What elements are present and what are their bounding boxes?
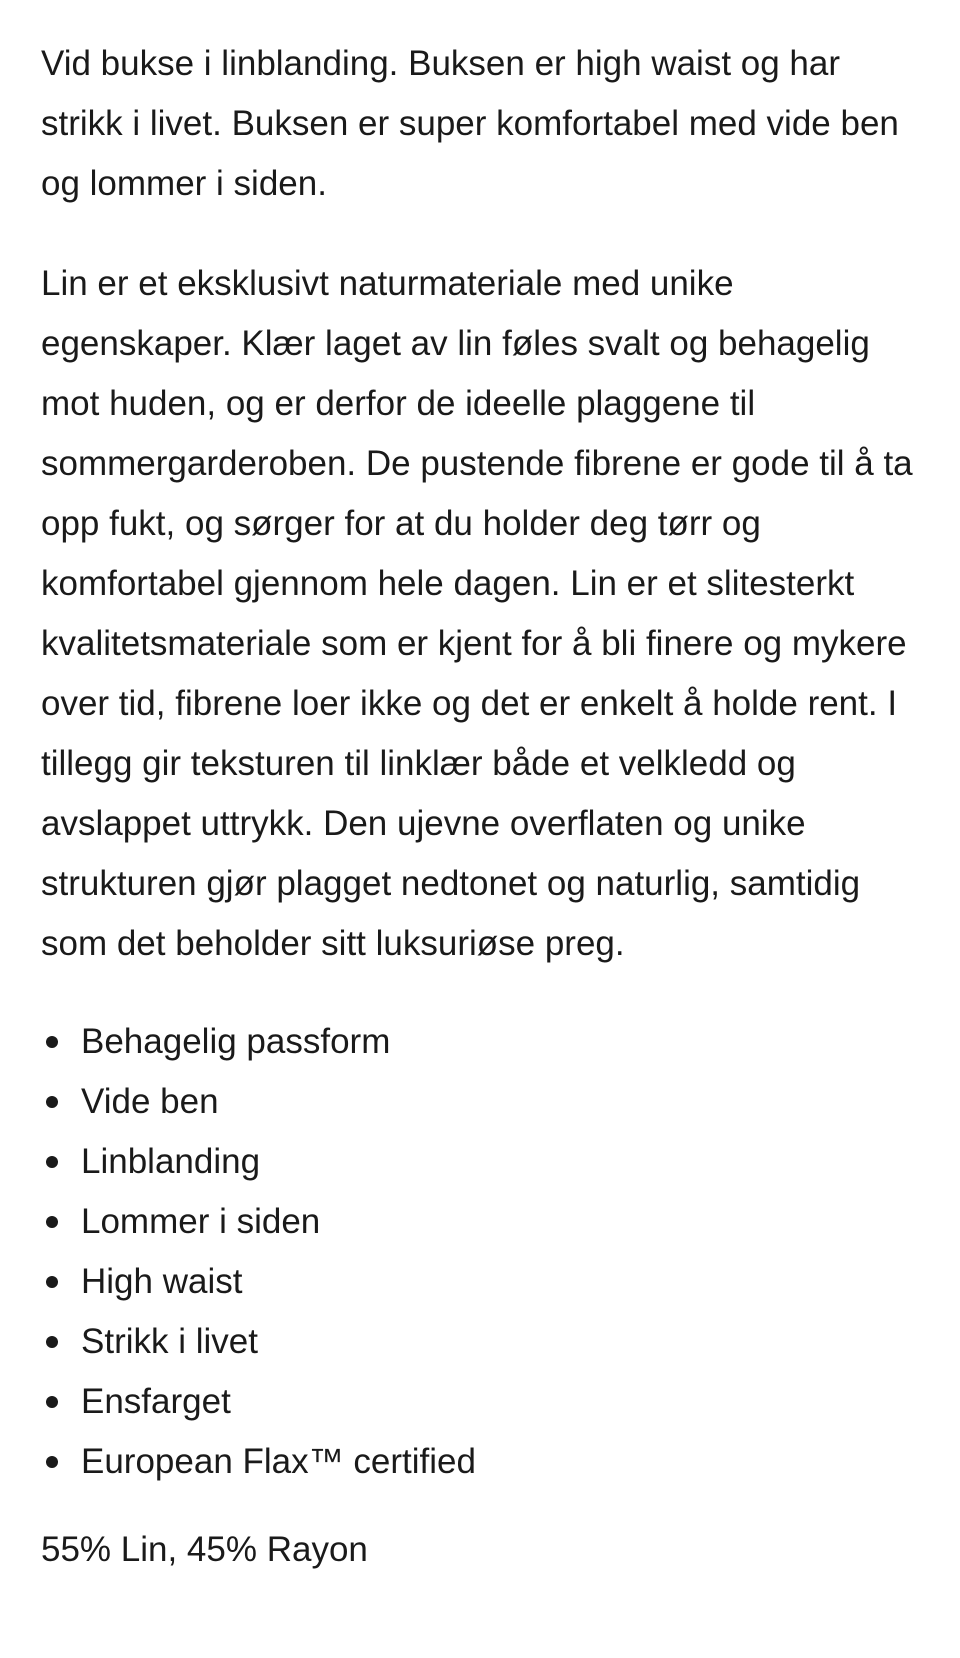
bullet-icon (46, 1216, 58, 1228)
product-description (41, 34, 931, 1580)
list-item (41, 1372, 931, 1432)
bullet-icon (46, 1156, 58, 1168)
bullet-icon (46, 1096, 58, 1108)
bullet-icon (46, 1336, 58, 1348)
list-item (41, 1012, 931, 1072)
description-linen-info: Lin er et eksklusivt naturmateriale med unike egenskaper. Klær laget av lin føles svalt og behagelig mot huden, og er derfor de ideelle plaggene til sommergarderoben. De pustende fibrene er gode til å ta opp fukt, og sørger for at du holder deg tørr og komfortabel gjennom hele dagen. Lin er et slitesterkt kvalitetsmateriale som er kjent for å bli finere og mykere over tid, fibrene loer ikke og det er enkelt å holde rent. I tillegg gir teksturen til linklær både et velkledd og avslappet uttrykk. Den ujevne overflaten og unike strukturen gjør plagget nedtonet og naturlig, samtidig som det beholder sitt luksuriøse preg. (41, 264, 913, 963)
material-composition: 55% Lin, 45% Rayon (41, 1530, 368, 1569)
feature-label: Linblanding (81, 1142, 261, 1181)
description-intro: Vid bukse i linblanding. Buksen er high waist og har strikk i livet. Buksen er super komfortabel med vide ben og lommer i siden. (41, 44, 899, 203)
list-item (41, 1072, 931, 1132)
list-item (41, 1132, 931, 1192)
list-item (41, 1312, 931, 1372)
list-item (41, 1432, 931, 1492)
list-item (41, 1192, 931, 1252)
feature-label: Vide ben (81, 1082, 219, 1121)
feature-label: Ensfarget (81, 1382, 231, 1421)
feature-label: High waist (81, 1262, 243, 1301)
feature-label: Strikk i livet (81, 1322, 258, 1361)
bullet-icon (46, 1396, 58, 1408)
bullet-icon (46, 1036, 58, 1048)
feature-label: Lommer i siden (81, 1202, 321, 1241)
bullet-icon (46, 1456, 58, 1468)
bullet-icon (46, 1276, 58, 1288)
feature-list (41, 1012, 931, 1492)
feature-label: European Flax™ certified (81, 1442, 476, 1481)
list-item (41, 1252, 931, 1312)
feature-label: Behagelig passform (81, 1022, 391, 1061)
